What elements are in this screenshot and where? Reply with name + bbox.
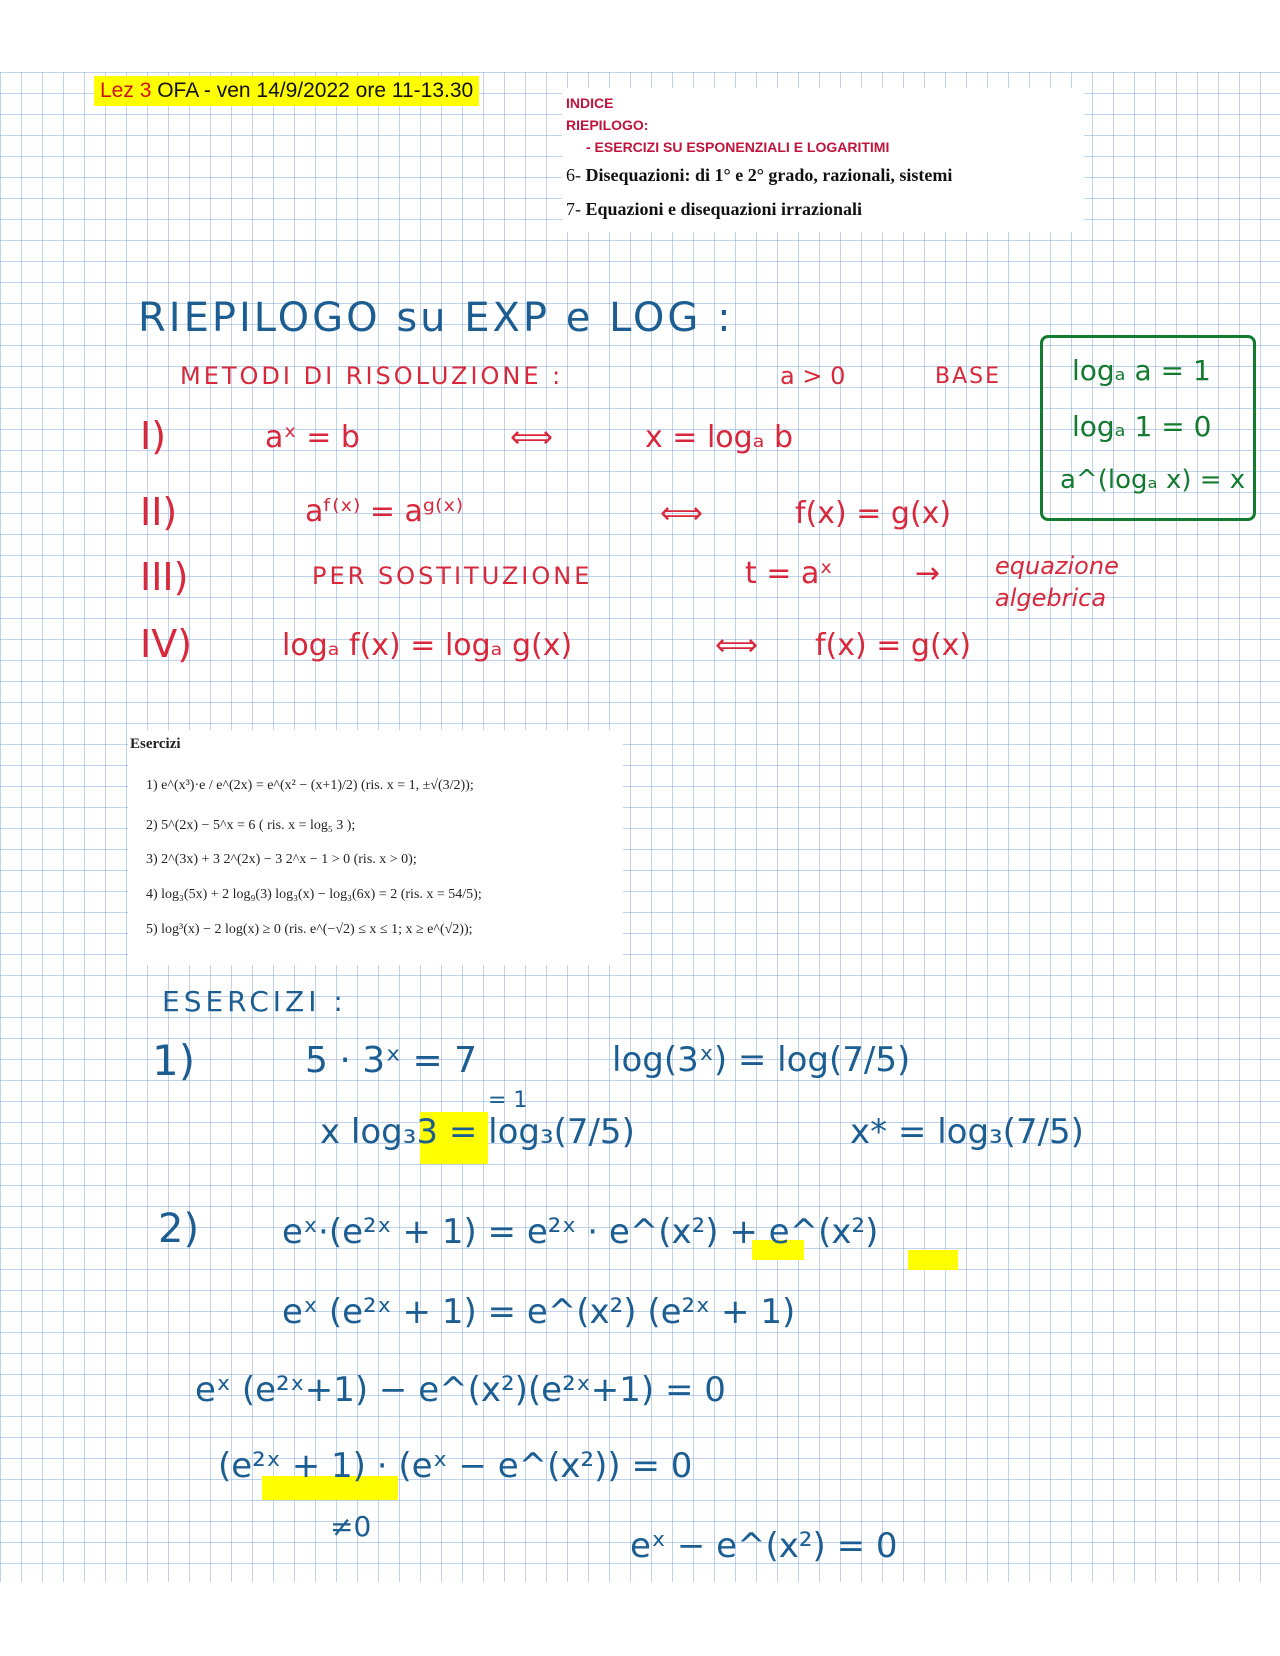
exercise-2-line-2: eˣ (e²ˣ + 1) = e^(x²) (e²ˣ + 1) (282, 1292, 796, 1332)
printed-exercise-1: 1) e^(x³)·e / e^(2x) = e^(x² − (x+1)/2) (ris. x = 1, ±√(3/2)); (146, 778, 474, 793)
property-1: logₐ a = 1 (1072, 354, 1211, 387)
printed-exercise-3: 3) 2^(3x) + 3 2^(2x) − 3 2^x − 1 > 0 (ris. x > 0); (146, 852, 417, 867)
printed-exercises-heading: Esercizi (130, 736, 181, 752)
exercise-1-step: x log₃3 = log₃(7/5) (320, 1112, 635, 1152)
method-3-left: PER SOSTITUZIONE (312, 562, 593, 590)
index-bullet: - ESERCIZI SU ESPONENZIALI E LOGARITIMI (586, 139, 890, 155)
handwritten-exercises-heading: ESERCIZI : (162, 985, 347, 1018)
method-4-arrow: ⟺ (715, 628, 759, 663)
property-3: a^(logₐ x) = x (1060, 465, 1246, 495)
exercise-1-log: log(3ˣ) = log(7/5) (612, 1040, 911, 1080)
lesson-title (94, 76, 479, 106)
method-1-right: x = logₐ b (645, 420, 794, 455)
method-2-label: II) (140, 490, 178, 534)
method-3-label: III) (140, 555, 189, 599)
index-box (562, 88, 1084, 232)
method-1-arrow: ⟺ (510, 420, 554, 455)
printed-exercises (128, 730, 623, 965)
recap-heading: RIEPILOGO su EXP e LOG : (138, 295, 734, 341)
methods-heading: METODI DI RISOLUZIONE : (180, 362, 564, 390)
method-1-label: I) (140, 414, 167, 458)
property-2: logₐ 1 = 0 (1072, 410, 1212, 443)
lesson-details: OFA - ven 14/9/2022 ore 11-13.30 (151, 79, 474, 102)
exercise-2-nonzero: ≠0 (330, 1510, 372, 1543)
index-item-7-text: Equazioni e disequazioni irrazionali (585, 199, 863, 219)
method-2-right: f(x) = g(x) (795, 496, 952, 531)
index-title: INDICE (566, 95, 614, 111)
method-3-note-2: algebrica (995, 584, 1107, 612)
method-4-label: IV) (140, 622, 193, 666)
method-3-arrow: → (915, 556, 941, 591)
exercise-2-line-6: eˣ − e^(x²) = 0 (630, 1526, 898, 1566)
index-item-6-num: 6- (566, 165, 581, 185)
method-3-note-1: equazione (995, 552, 1119, 580)
exercise-2-line-3: eˣ (e²ˣ+1) − e^(x²)(e²ˣ+1) = 0 (195, 1370, 726, 1410)
index-subtitle: RIEPILOGO: (566, 117, 649, 133)
exercise-2-line-1: eˣ·(e²ˣ + 1) = e²ˣ · e^(x²) + e^(x²) (282, 1212, 879, 1252)
highlight-term-2 (908, 1250, 958, 1270)
method-3-substitution: t = aˣ (745, 556, 833, 591)
index-item-7-num: 7- (566, 199, 581, 219)
method-4-right: f(x) = g(x) (815, 628, 972, 663)
exercise-1-equation: 5 · 3ˣ = 7 (305, 1040, 478, 1081)
base-label: BASE (935, 364, 1002, 389)
method-1-left: aˣ = b (265, 420, 360, 455)
lesson-prefix: Lez 3 (100, 79, 152, 102)
index-item-7 (566, 192, 1076, 226)
printed-exercise-4: 4) log₃(5x) + 2 log₉(3) log₃(x) − log₃(6x) = 2 (ris. x = 54/5); (146, 887, 482, 902)
exercise-2-label: 2) (158, 1206, 200, 1252)
base-condition: a > 0 (780, 362, 846, 390)
index-item-6-text: Disequazioni: di 1° e 2° grado, razionali, sistemi (585, 165, 953, 185)
method-2-left: aᶠ⁽ˣ⁾ = aᵍ⁽ˣ⁾ (305, 494, 464, 529)
printed-exercise-2: 2) 5^(2x) − 5^x = 6 ( ris. x = log₅ 3 ); (146, 818, 356, 833)
exercise-2-line-4: (e²ˣ + 1) · (eˣ − e^(x²)) = 0 (218, 1446, 693, 1486)
exercise-1-solution: x* = log₃(7/5) (850, 1112, 1084, 1152)
method-4-left: logₐ f(x) = logₐ g(x) (282, 628, 573, 663)
printed-exercise-5: 5) log³(x) − 2 log(x) ≥ 0 (ris. e^(−√2) ≤ x ≤ 1; x ≥ e^(√2)); (146, 922, 473, 937)
exercise-1-note: = 1 (488, 1088, 528, 1113)
method-2-arrow: ⟺ (660, 496, 704, 531)
exercise-1-label: 1) (152, 1036, 196, 1085)
index-item-6 (566, 158, 1076, 192)
